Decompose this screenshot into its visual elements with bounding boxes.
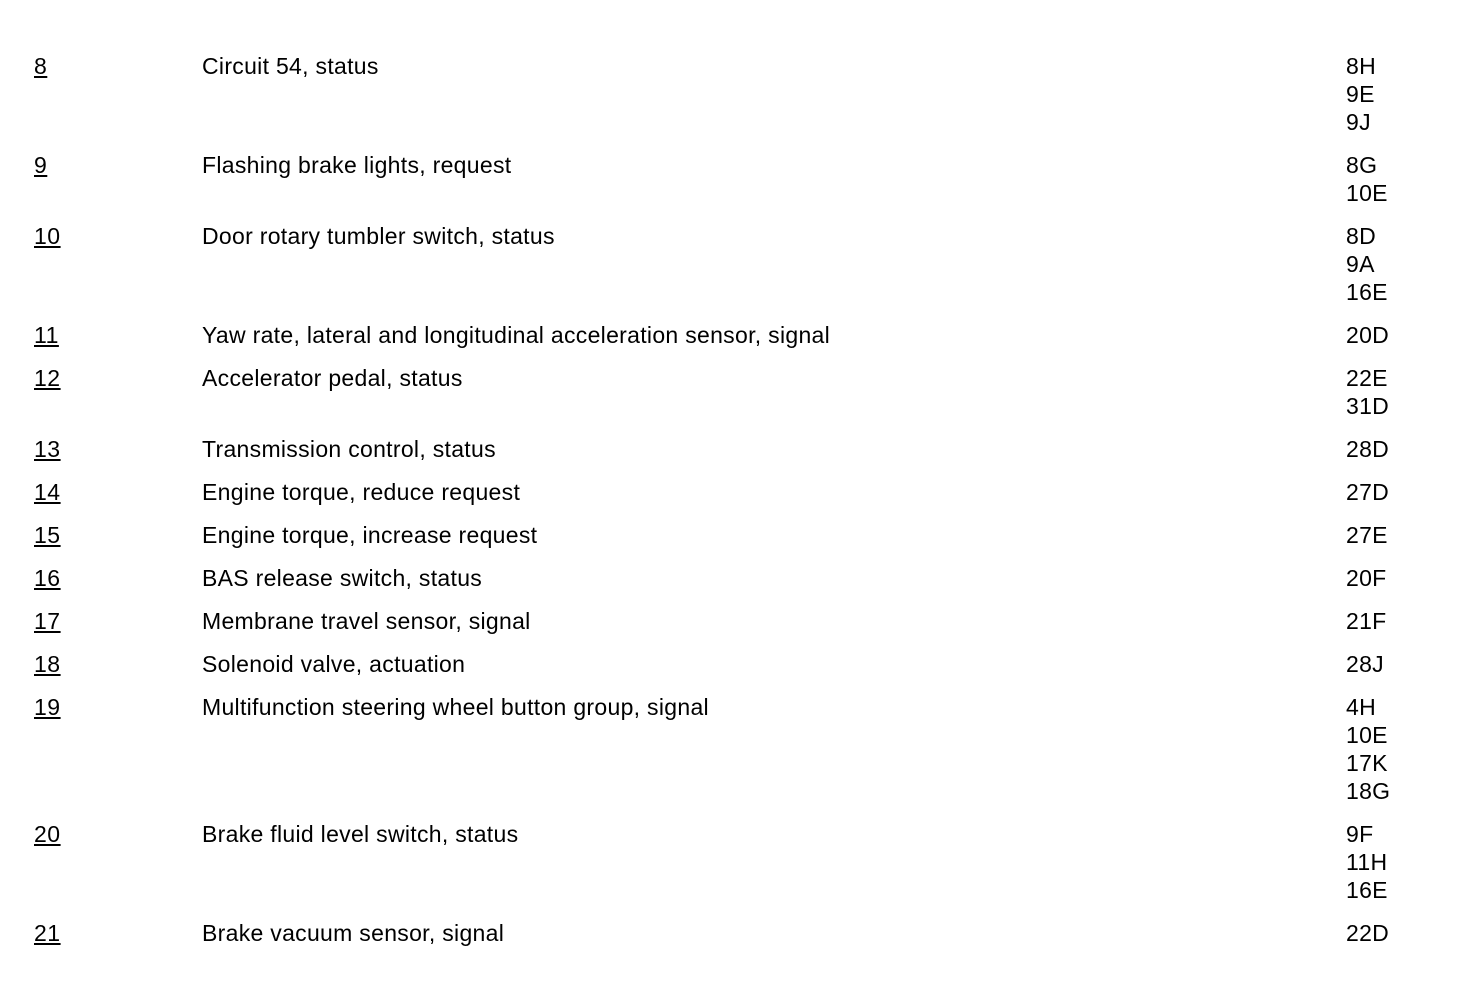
legend-description: Door rotary tumbler switch, status (202, 223, 555, 249)
legend-grid-references (1346, 607, 1472, 635)
legend-row (0, 521, 1472, 549)
grid-reference: 17K (1346, 750, 1388, 776)
legend-grid-references (1346, 693, 1472, 805)
legend-grid-references (1346, 222, 1472, 306)
grid-reference: 10E (1346, 180, 1388, 206)
legend-number-link[interactable]: 21 (34, 920, 61, 946)
legend-grid-references (1346, 919, 1472, 947)
grid-reference: 21F (1346, 608, 1387, 634)
legend-row (0, 151, 1472, 207)
grid-reference: 20F (1346, 565, 1387, 591)
legend-row (0, 364, 1472, 420)
legend-description: Engine torque, increase request (202, 522, 538, 548)
grid-reference: 9F (1346, 821, 1374, 847)
legend-number-link[interactable]: 20 (34, 821, 61, 847)
legend-description: Membrane travel sensor, signal (202, 608, 531, 634)
legend-row (0, 650, 1472, 678)
grid-reference: 18G (1346, 778, 1391, 804)
legend-grid-references (1346, 564, 1472, 592)
grid-reference: 10E (1346, 722, 1388, 748)
grid-reference: 22E (1346, 365, 1388, 391)
legend-number-link[interactable]: 19 (34, 694, 61, 720)
legend-row (0, 607, 1472, 635)
legend-row (0, 693, 1472, 805)
grid-reference: 9A (1346, 251, 1375, 277)
grid-reference: 8G (1346, 152, 1378, 178)
legend-description: Engine torque, reduce request (202, 479, 521, 505)
legend-number-link[interactable]: 10 (34, 223, 61, 249)
legend-grid-references (1346, 52, 1472, 136)
legend-description: Yaw rate, lateral and longitudinal acceleration sensor, signal (202, 322, 831, 348)
legend-number-link[interactable]: 18 (34, 651, 61, 677)
legend-number-link[interactable]: 9 (34, 152, 48, 178)
grid-reference: 27D (1346, 479, 1390, 505)
legend-row (0, 435, 1472, 463)
grid-reference: 16E (1346, 279, 1388, 305)
legend-description: Brake vacuum sensor, signal (202, 920, 505, 946)
legend-description: Brake fluid level switch, status (202, 821, 519, 847)
legend-row (0, 564, 1472, 592)
legend-number-link[interactable]: 13 (34, 436, 61, 462)
legend-grid-references (1346, 151, 1472, 207)
legend-grid-references (1346, 650, 1472, 678)
legend-number-link[interactable]: 12 (34, 365, 61, 391)
legend-grid-references (1346, 478, 1472, 506)
legend-row (0, 919, 1472, 947)
legend-grid-references (1346, 820, 1472, 904)
grid-reference: 8H (1346, 53, 1377, 79)
legend-grid-references (1346, 435, 1472, 463)
grid-reference: 31D (1346, 393, 1390, 419)
legend-number-link[interactable]: 15 (34, 522, 61, 548)
legend-description: Solenoid valve, actuation (202, 651, 466, 677)
legend-row (0, 52, 1472, 136)
legend-number-link[interactable]: 11 (34, 322, 59, 348)
legend-list (0, 52, 1472, 962)
legend-grid-references (1346, 321, 1472, 349)
grid-reference: 16E (1346, 877, 1388, 903)
legend-description: BAS release switch, status (202, 565, 483, 591)
legend-description: Accelerator pedal, status (202, 365, 463, 391)
grid-reference: 9J (1346, 109, 1371, 135)
grid-reference: 8D (1346, 223, 1377, 249)
legend-number-link[interactable]: 17 (34, 608, 61, 634)
grid-reference: 28J (1346, 651, 1384, 677)
legend-number-link[interactable]: 16 (34, 565, 61, 591)
legend-row (0, 321, 1472, 349)
grid-reference: 28D (1346, 436, 1390, 462)
grid-reference: 9E (1346, 81, 1375, 107)
grid-reference: 4H (1346, 694, 1377, 720)
legend-description: Transmission control, status (202, 436, 496, 462)
legend-row (0, 478, 1472, 506)
grid-reference: 22D (1346, 920, 1390, 946)
legend-description: Flashing brake lights, request (202, 152, 512, 178)
legend-grid-references (1346, 364, 1472, 420)
grid-reference: 20D (1346, 322, 1390, 348)
legend-number-link[interactable]: 8 (34, 53, 48, 79)
legend-description: Multifunction steering wheel button group, signal (202, 694, 709, 720)
legend-number-link[interactable]: 14 (34, 479, 61, 505)
legend-row (0, 820, 1472, 904)
grid-reference: 11H (1346, 849, 1388, 875)
legend-row (0, 222, 1472, 306)
legend-grid-references (1346, 521, 1472, 549)
legend-description: Circuit 54, status (202, 53, 379, 79)
grid-reference: 27E (1346, 522, 1388, 548)
